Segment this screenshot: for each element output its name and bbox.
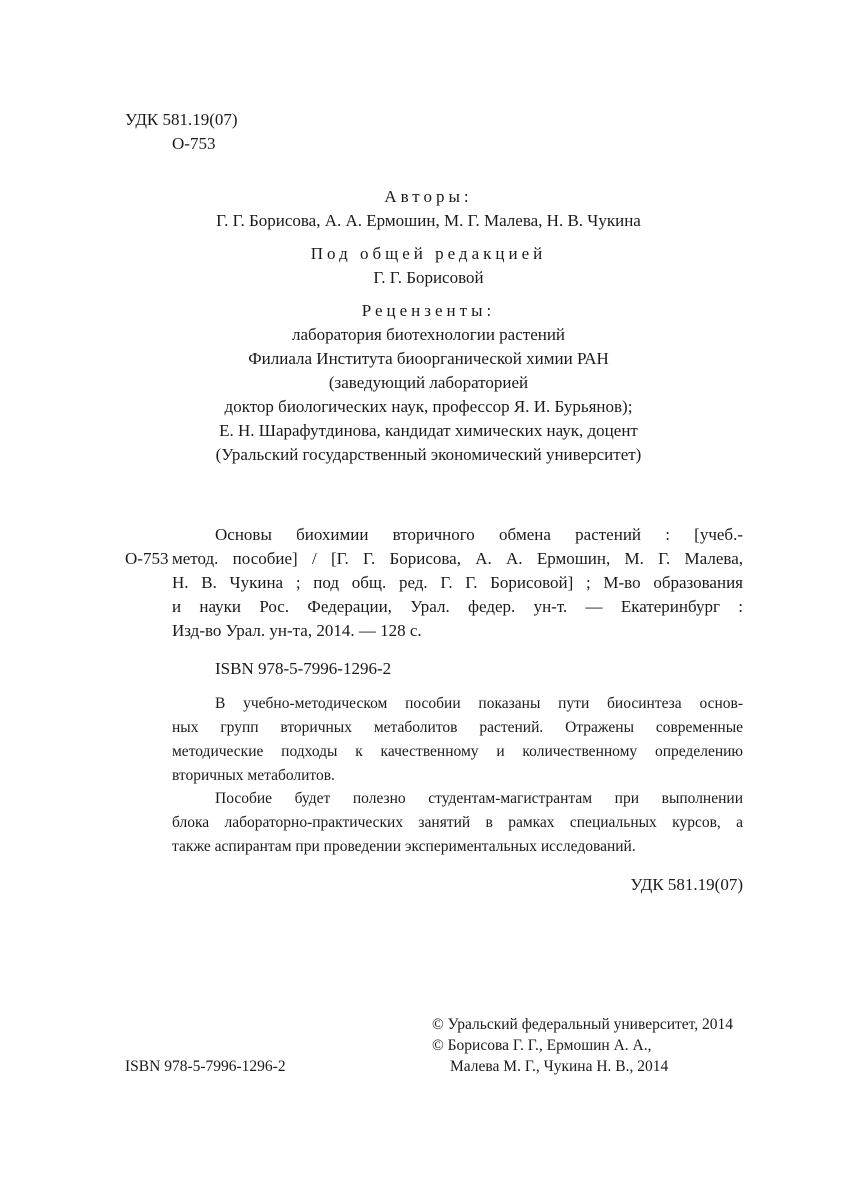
bibliographic-line: Н. В. Чукина ; под общ. ред. Г. Г. Борисовой] ; М-во образования bbox=[172, 573, 743, 592]
authors-names: Г. Г. Борисова, А. А. Ермошин, М. Г. Малева, Н. В. Чукина bbox=[216, 211, 641, 230]
copyright-line: Малева М. Г., Чукина Н. В., 2014 bbox=[450, 1058, 669, 1075]
reviewer-line: Е. Н. Шарафутдинова, кандидат химических наук, доцент bbox=[219, 421, 638, 440]
abstract-line: методические подходы к качественному и количественному определению bbox=[172, 743, 743, 760]
isbn-bottom: ISBN 978-5-7996-1296-2 bbox=[125, 1058, 286, 1075]
reviewer-line: (Уральский государственный экономический университет) bbox=[215, 445, 642, 464]
isbn-main: ISBN 978-5-7996-1296-2 bbox=[215, 659, 392, 678]
abstract-line: блока лабораторно-практических занятий в рамках специальных курсов, а bbox=[172, 814, 743, 831]
abstract-line: Пособие будет полезно студентам-магистрантам при выполнении bbox=[215, 790, 743, 807]
author-mark-top: О-753 bbox=[172, 134, 216, 153]
bibliographic-line: и науки Рос. Федерации, Урал. федер. ун-т. — Екатеринбург : bbox=[172, 597, 743, 616]
author-mark-bibliographic: О-753 bbox=[125, 549, 169, 568]
reviewer-line: лаборатория биотехнологии растений bbox=[291, 325, 566, 344]
abstract-line: ных групп вторичных метаболитов растений. Отражены современные bbox=[172, 719, 743, 736]
udk-code-top: УДК 581.19(07) bbox=[125, 110, 238, 129]
reviewer-line: (заведующий лабораторией bbox=[328, 373, 529, 392]
abstract-line: В учебно-методическом пособии показаны пути биосинтеза основ- bbox=[215, 695, 743, 712]
abstract-line: также аспирантам при проведении экспериментальных исследований. bbox=[172, 838, 636, 855]
abstract-line: вторичных метаболитов. bbox=[172, 767, 335, 784]
bibliographic-line: Изд-во Урал. ун-та, 2014. — 128 с. bbox=[172, 621, 422, 640]
copyright-line: © Уральский федеральный университет, 2014 bbox=[432, 1016, 734, 1033]
udk-code-bottom: УДК 581.19(07) bbox=[630, 875, 743, 894]
bibliographic-line: метод. пособие] / [Г. Г. Борисова, А. А. Ермошин, М. Г. Малева, bbox=[172, 549, 743, 568]
editor-name: Г. Г. Борисовой bbox=[373, 268, 484, 287]
copyright-line: © Борисова Г. Г., Ермошин А. А., bbox=[432, 1037, 652, 1054]
bibliographic-line: Основы биохимии вторичного обмена растений : [учеб.- bbox=[215, 525, 743, 544]
reviewer-line: доктор биологических наук, профессор Я. И. Бурьянов); bbox=[224, 397, 633, 416]
authors-heading: Авторы: bbox=[384, 187, 473, 206]
reviewer-line: Филиала Института биоорганической химии РАН bbox=[248, 349, 609, 368]
editor-heading: Под общей редакцией bbox=[310, 244, 547, 263]
reviewers-heading: Рецензенты: bbox=[361, 301, 496, 320]
